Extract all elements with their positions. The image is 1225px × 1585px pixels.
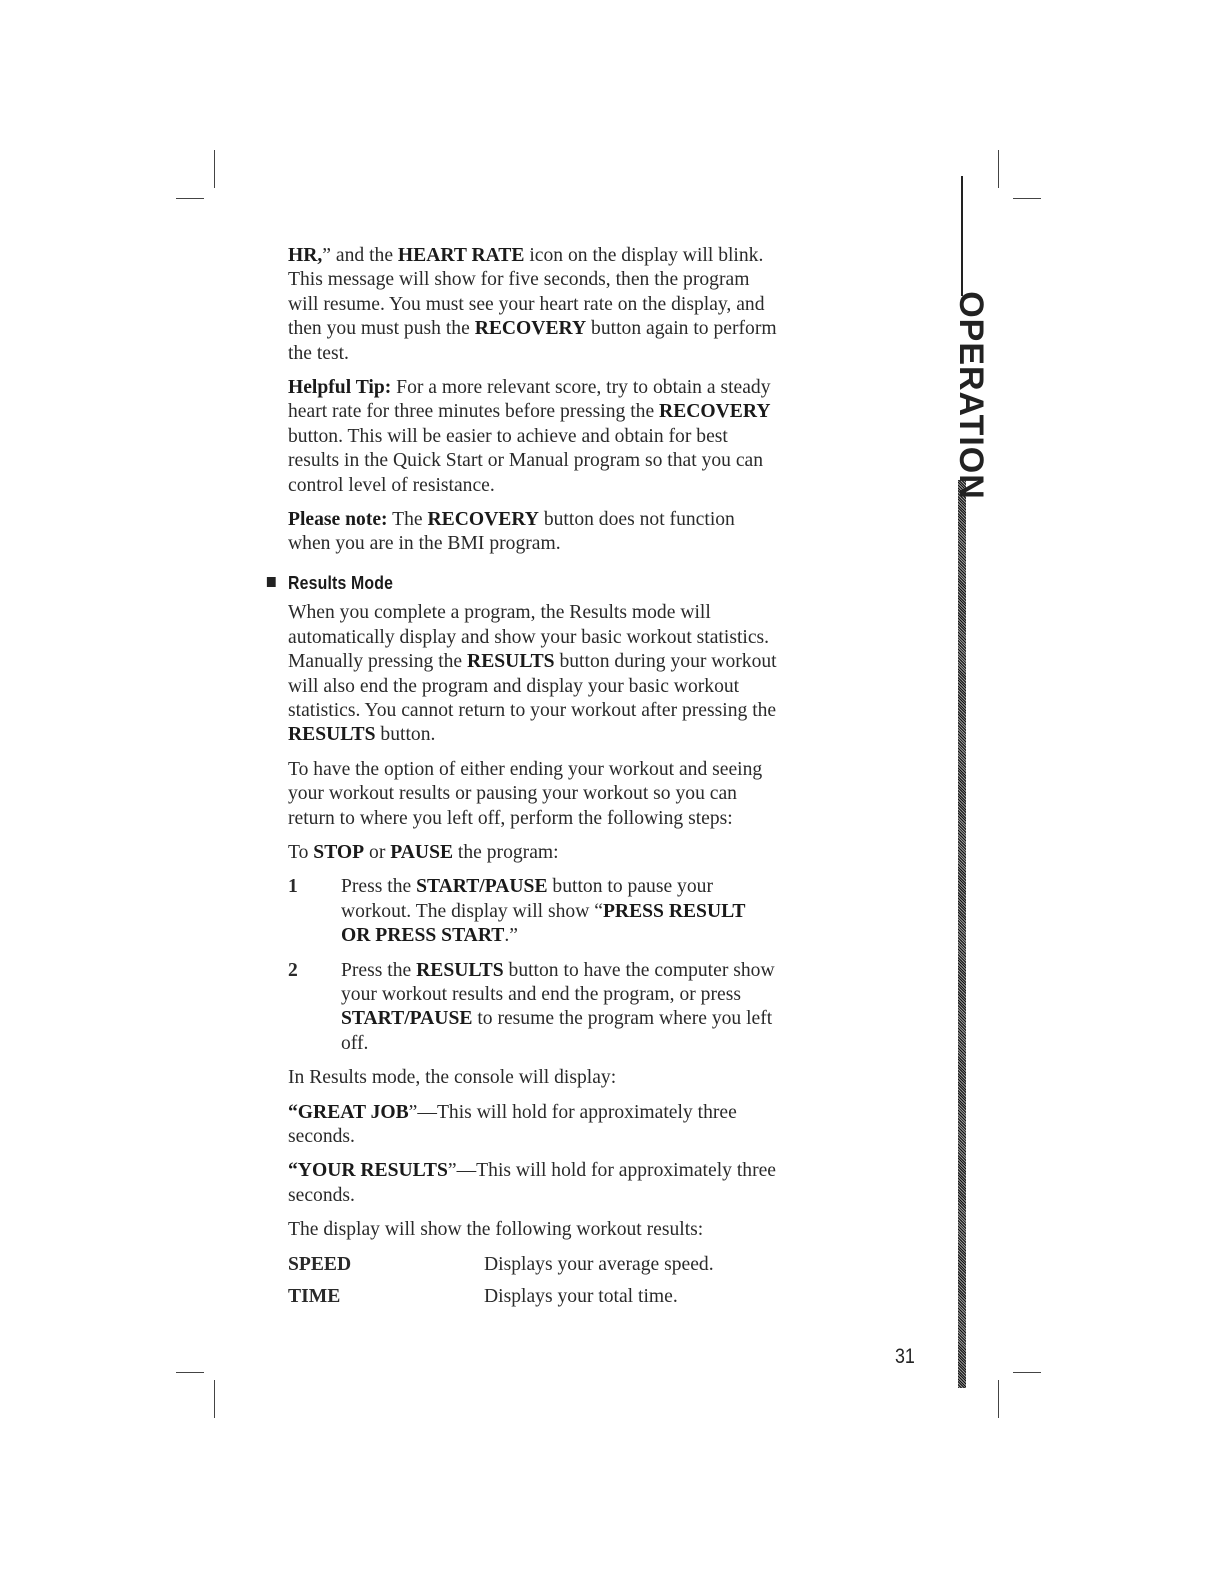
paragraph bbox=[288, 1159, 778, 1208]
bold-text: RECOVERY bbox=[659, 401, 771, 423]
please-note bbox=[288, 508, 778, 557]
result-description: Displays your total time. bbox=[484, 1286, 678, 1308]
crop-mark bbox=[176, 1372, 204, 1373]
text: icon on the display will blink. This message will show for five seconds, then the program will resume. You must see your heart rate on the display, and then you must push the bbox=[288, 245, 765, 340]
bold-text: Please note: bbox=[288, 509, 388, 531]
square-bullet-icon bbox=[267, 577, 276, 587]
text: .” bbox=[504, 925, 518, 947]
step-number: 2 bbox=[288, 959, 298, 981]
crop-mark bbox=[214, 150, 215, 188]
text: To bbox=[288, 841, 314, 863]
bold-text: RESULTS bbox=[288, 724, 376, 746]
crop-mark bbox=[998, 1380, 999, 1418]
text: button does not function when you are in the BMI program. bbox=[288, 509, 735, 555]
text: For a more relevant score, try to obtain a steady heart rate for three minutes before pressing the bbox=[288, 377, 771, 423]
bold-text: HR, bbox=[288, 245, 323, 266]
text: or bbox=[364, 841, 391, 863]
bold-text: “GREAT JOB bbox=[288, 1101, 409, 1123]
result-row bbox=[288, 1285, 778, 1309]
section-tab bbox=[948, 290, 992, 500]
result-description: Displays your average speed. bbox=[484, 1253, 714, 1275]
page-content bbox=[288, 244, 778, 1317]
result-label: TIME bbox=[288, 1286, 341, 1308]
text: the program: bbox=[453, 841, 559, 863]
paragraph bbox=[288, 244, 778, 366]
step-item bbox=[288, 875, 778, 948]
text: button. bbox=[375, 724, 436, 746]
text: to resume the program where you left off. bbox=[341, 1008, 773, 1054]
result-row bbox=[288, 1253, 778, 1277]
bold-text: PRESS RESULT OR PRESS START bbox=[341, 900, 746, 947]
text: Press the bbox=[341, 876, 417, 898]
bold-text: RESULTS bbox=[467, 651, 555, 673]
text: button to pause your workout. The display will show “ bbox=[341, 876, 713, 922]
bold-text: START/PAUSE bbox=[416, 876, 548, 898]
bold-text: “YOUR RESULTS bbox=[288, 1160, 448, 1182]
bold-text: HEART RATE bbox=[397, 245, 525, 266]
bold-text: PAUSE bbox=[390, 841, 454, 863]
crop-mark bbox=[176, 198, 204, 199]
crop-mark bbox=[214, 1380, 215, 1418]
paragraph bbox=[288, 601, 778, 747]
section-heading-text: Results Mode bbox=[288, 572, 394, 593]
paragraph: The display will show the following workout results: bbox=[288, 1219, 704, 1241]
text: button during your workout will also end the program and display your basic workout statistics. You cannot return to your workout after pressing the bbox=[288, 651, 777, 721]
section-tab-rule bbox=[961, 176, 963, 296]
crop-mark bbox=[1013, 1372, 1041, 1373]
text: Press the bbox=[341, 959, 417, 981]
section-heading bbox=[288, 571, 719, 595]
result-label: SPEED bbox=[288, 1253, 352, 1275]
section-tab-label: OPERATION bbox=[951, 290, 990, 500]
bold-text: START/PAUSE bbox=[341, 1008, 473, 1030]
bold-text: RECOVERY bbox=[474, 318, 587, 340]
paragraph bbox=[288, 841, 778, 865]
paragraph bbox=[288, 1101, 778, 1150]
bold-text: Helpful Tip: bbox=[288, 377, 392, 399]
text: button again to perform the test. bbox=[288, 318, 777, 364]
text: The bbox=[387, 509, 428, 531]
bold-text: RECOVERY bbox=[427, 509, 539, 531]
paragraph: In Results mode, the console will display: bbox=[288, 1067, 617, 1089]
step-item bbox=[288, 959, 778, 1057]
helpful-tip bbox=[288, 376, 778, 498]
bold-text: RESULTS bbox=[416, 959, 504, 981]
crop-mark bbox=[1013, 198, 1041, 199]
bold-text: STOP bbox=[313, 841, 365, 863]
crop-mark bbox=[998, 150, 999, 188]
step-number: 1 bbox=[288, 876, 298, 898]
page-number: 31 bbox=[895, 1345, 915, 1368]
text: button to have the computer show your workout results and end the program, or press bbox=[341, 959, 775, 1005]
paragraph: To have the option of either ending your workout and seeing your workout results or pausing your workout so you can return to where you left off, perform the following steps: bbox=[288, 758, 763, 829]
text: When you complete a program, the Results mode will automatically display and show your basic workout statistics. Manually pressing the bbox=[288, 602, 770, 673]
text: ”—This will hold for approximately three seconds. bbox=[288, 1160, 776, 1206]
text: button. This will be easier to achieve and obtain for best results in the Quick Start or Manual program so that you can control level of resistance. bbox=[288, 425, 764, 496]
text: ” and the bbox=[322, 245, 398, 266]
text: ”—This will hold for approximately three seconds. bbox=[288, 1101, 737, 1147]
section-tab-rule bbox=[958, 480, 966, 1388]
